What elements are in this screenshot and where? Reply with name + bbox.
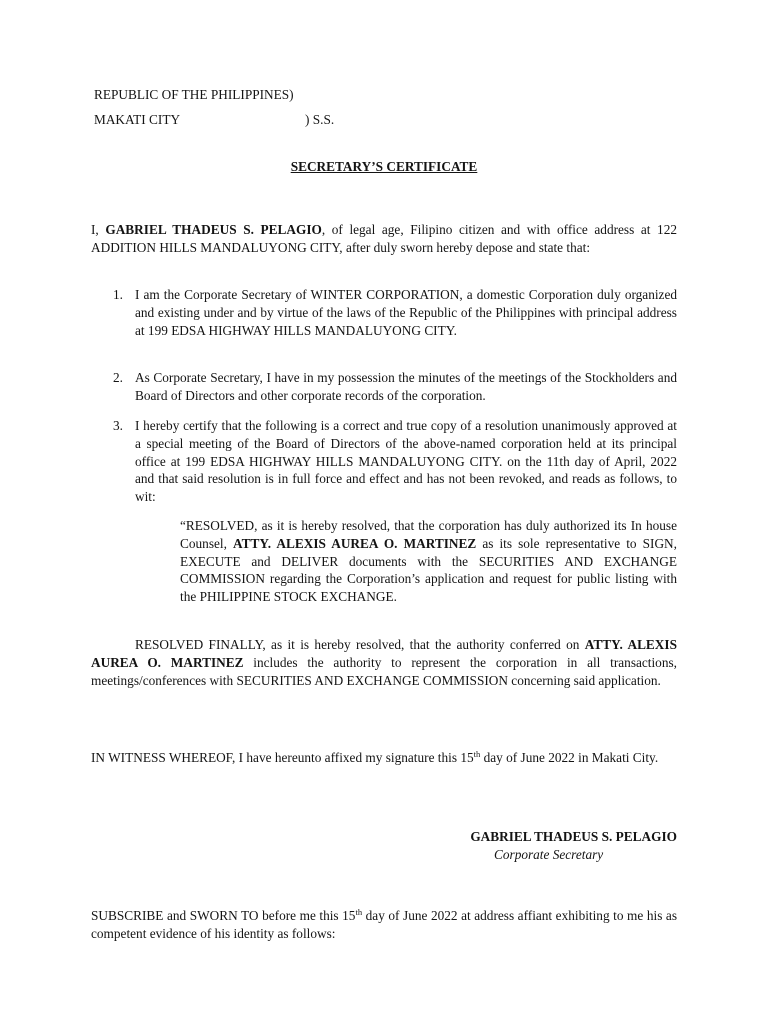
affiant-name: GABRIEL THADEUS S. PELAGIO (105, 222, 322, 237)
resolved-finally-text-2: includes the authority to represent the corporation in all transactions, meetings/conferences with SECURITIES AND EXCHANGE COMMISSION concerning said application. (91, 654, 677, 688)
venue-line-country (94, 86, 294, 104)
signatory-name-text: GABRIEL THADEUS S. PELAGIO (470, 829, 677, 844)
witness-text-2: day of June 2022 in Makati City. (480, 750, 659, 765)
signatory-title-text: Corporate Secretary (494, 847, 604, 862)
resolution-text-2: as its sole representative to SIGN, EXECUTE and DELIVER documents with the SECURITIES AND EXCHANGE COMMISSION regarding the Corporation’s application and request for public listing with the PHILIPPINE STOCK EXCHANGE. (180, 535, 677, 605)
signatory-title (494, 846, 603, 864)
item-2-text: As Corporate Secretary, I have in my possession the minutes of the meetings of the Stockholders and Board of Directors and other corporate records of the corporation. (135, 370, 677, 403)
venue-city-text: MAKATI CITY (94, 112, 181, 127)
signatory-name (380, 828, 677, 846)
venue-line-city (94, 111, 180, 129)
document-title (0, 158, 768, 176)
subscribe-text-1: SUBSCRIBE and SWORN TO before me this 15 (91, 908, 356, 923)
item-1-number: 1. (113, 287, 123, 302)
resolved-finally-paragraph (91, 636, 677, 689)
resolved-finally-text-1: RESOLVED FINALLY, as it is hereby resolved, that the authority conferred on (135, 637, 585, 652)
item-2-number: 2. (113, 370, 123, 385)
venue-ss (305, 111, 334, 129)
subscribe-paragraph (91, 907, 677, 943)
venue-country-text: REPUBLIC OF THE PHILIPPINES) (94, 87, 294, 102)
resolution-text-1: “RESOLVED, as it is hereby resolved, that the corporation has duly authorized its In house Counsel, (180, 518, 677, 551)
witness-ordinal: th (473, 749, 481, 759)
venue-ss-text: ) S.S. (305, 112, 335, 127)
subscribe-text-2: day of June 2022 at address affiant exhibiting to me his as competent evidence of his identity as follows: (91, 908, 677, 941)
subscribe-ordinal: th (355, 907, 363, 917)
intro-prefix: I, (91, 222, 106, 237)
witness-paragraph (91, 749, 677, 767)
item-3-number: 3. (113, 418, 123, 433)
intro-paragraph (91, 221, 677, 257)
witness-text-1: IN WITNESS WHEREOF, I have hereunto affixed my signature this 15 (91, 750, 474, 765)
document-title-text: SECRETARY’S CERTIFICATE (290, 159, 478, 174)
counsel-name: ATTY. ALEXIS AUREA O. MARTINEZ (232, 535, 477, 551)
item-1-text: I am the Corporate Secretary of WINTER CORPORATION, a domestic Corporation duly organized and existing under and by virtue of the laws of the Republic of the Philippines with principal address at 199 EDSA HIGHWAY HILLS MANDALUYONG CITY. (135, 287, 677, 338)
counsel-name-2: ATTY. ALEXIS AUREA O. MARTINEZ (91, 637, 677, 670)
intro-text: , of legal age, Filipino citizen and with office address at 122 ADDITION HILLS MANDALUYONG CITY, after duly sworn hereby depose and state that: (91, 222, 678, 255)
item-3-text: I hereby certify that the following is a correct and true copy of a resolution unanimously approved at a special meeting of the Board of Directors of the above-named corporation held at its principal office at 199 EDSA HIGHWAY HILLS MANDALUYONG CITY. on the 11th day of April, 2022 and that said resolution is in full force and effect and has not been revoked, and reads as follows, to wit: (135, 418, 677, 505)
resolution-quote (180, 517, 677, 606)
